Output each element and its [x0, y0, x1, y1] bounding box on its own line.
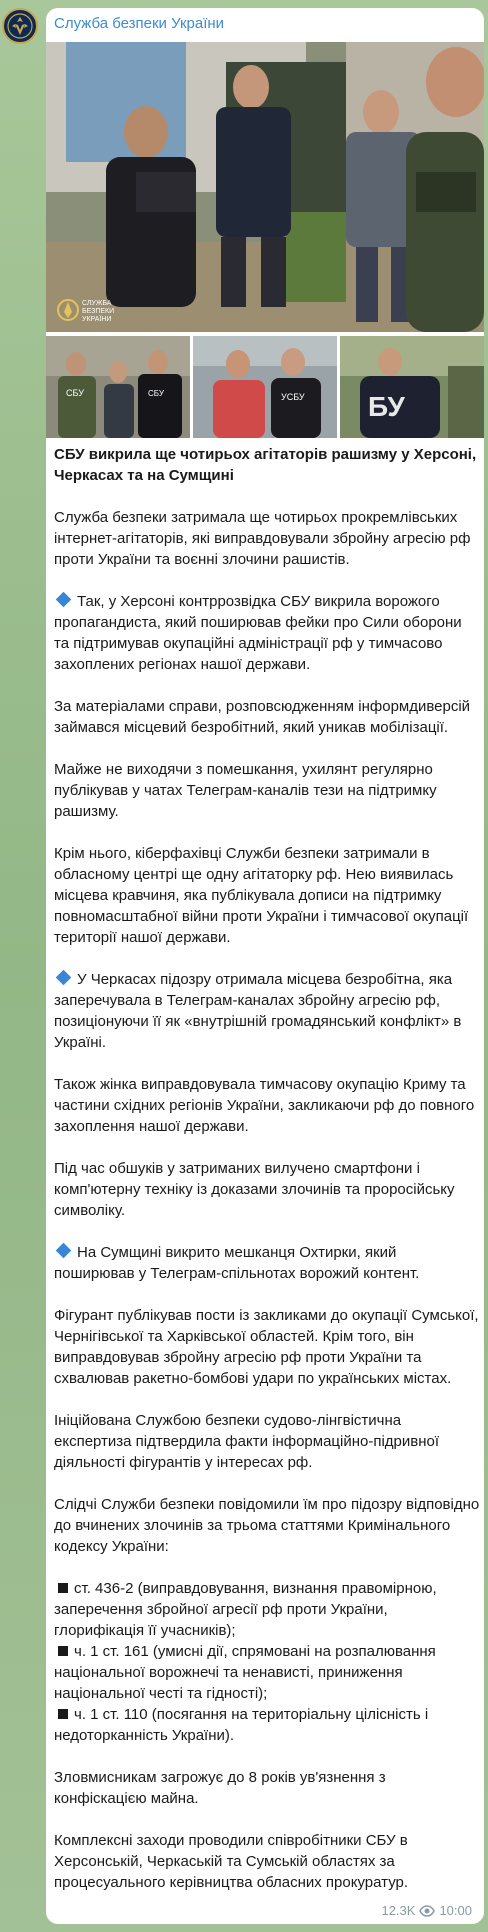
- message-bubble: [46, 8, 484, 1924]
- black-square-icon: [58, 1709, 68, 1719]
- svg-text:СБУ: СБУ: [148, 389, 164, 398]
- paragraph: Комплексні заходи проводили співробітники СБУ в Херсонській, Черкаській та Сумській областях за процесуального керівництва обласних прокуратур.: [54, 1832, 409, 1891]
- blue-diamond-icon: [56, 1243, 72, 1259]
- paragraph: Служба безпеки затримала ще чотирьох прокремлівських інтернет-агітаторів, які виправдовували збройну агресію рф проти України та воєнні злочини рашистів.: [54, 509, 471, 568]
- blue-diamond-icon: [56, 592, 72, 608]
- message-meta: [381, 1903, 472, 1918]
- watermark-line1: СЛУЖБА: [82, 300, 112, 307]
- blue-diamond-icon: [56, 970, 72, 986]
- paragraph: На Сумщині викрито мешканця Охтирки, який поширював у Телеграм-спільнотах ворожий контент.: [54, 1244, 420, 1282]
- eye-icon: [419, 1905, 435, 1917]
- thumb2-shirt-text: УСБУ: [281, 392, 305, 402]
- paragraph: Крім нього, кіберфахівці Служби безпеки затримали в обласному центрі ще одну агітаторку рф. Нею виявилась місцева кравчиня, яка публікувала дописи на підтримку повномасштабної війни проти України і тимчасової окупації території нашої держави.: [54, 845, 469, 946]
- list-item: ч. 1 ст. 110 (посягання на територіальну цілісність і недоторканність України).: [54, 1706, 429, 1744]
- views-count: 12.3K: [381, 1903, 416, 1918]
- sbu-emblem-icon: [6, 12, 34, 40]
- thumb-photo-2[interactable]: [193, 336, 337, 438]
- article-list: [54, 1578, 480, 1746]
- black-square-icon: [58, 1583, 68, 1593]
- paragraph: Також жінка виправдовувала тимчасову окупацію Криму та частини східних регіонів України, закликаючи рф до повного захоплення нашої держави.: [54, 1076, 475, 1135]
- post-text: [54, 444, 480, 1914]
- thumb-3-scene: [340, 336, 484, 438]
- watermark-line3: УКРАЇНИ: [82, 316, 112, 323]
- thumb-photo-3[interactable]: [340, 336, 484, 438]
- thumb-2-scene: [193, 336, 337, 438]
- watermark-line2: БЕЗПЕКИ: [82, 308, 115, 315]
- paragraph: Ініційована Службою безпеки судово-лінгвістична експертиза підтвердила факти інформаційно-підривної діяльності фігурантів у інтересах рф.: [54, 1412, 440, 1471]
- channel-name[interactable]: Служба безпеки України: [54, 15, 225, 32]
- thumb3-badge-text: БУ: [368, 391, 405, 422]
- paragraph: Фігурант публікував пости із закликами до окупації Сумської, Чернігівської та Харківської областей. Крім того, він виправдовував збройну агресію рф проти України та схвалював ракетно-бомбові удари по українських містах.: [54, 1307, 479, 1387]
- list-item: ст. 436-2 (виправдовування, визнання правомірною, заперечення збройної агресії рф проти України, глорифікація її учасників);: [54, 1580, 437, 1639]
- paragraph: Зловмисникам загрожує до 8 років ув'язнення з конфіскацією майна.: [54, 1769, 386, 1807]
- paragraph: За матеріалами справи, розповсюдженням інформдиверсій займався місцевий безробітний, який уникав мобілізації.: [54, 698, 471, 736]
- thumb-photo-1[interactable]: [46, 336, 190, 438]
- main-photo-scene: [46, 42, 484, 332]
- thumb-1-scene: [46, 336, 190, 438]
- paragraph: Так, у Херсоні контррозвідка СБУ викрила ворожого пропагандиста, який поширював фейки про Сили оборони та підтримував окупаційні адміністрації рф у тимчасово захоплених регіонах нашої держави.: [54, 593, 462, 673]
- channel-avatar[interactable]: [2, 8, 38, 44]
- thumb1-badge-text: СБУ: [66, 388, 84, 398]
- photo-album: [46, 42, 484, 438]
- paragraph: Слідчі Служби безпеки повідомили їм про підозру відповідно до вчинених злочинів за трьома статтями Кримінального кодексу України:: [54, 1496, 480, 1555]
- paragraph: Під час обшуків у затриманих вилучено смартфони і комп'ютерну техніку із доказами злочинів та проросійську символіку.: [54, 1160, 455, 1219]
- black-square-icon: [58, 1646, 68, 1656]
- post-title: СБУ викрила ще чотирьох агітаторів рашизму у Херсоні, Черкасах та на Сумщині: [54, 446, 477, 484]
- message-time: 10:00: [439, 1903, 472, 1918]
- list-item: ч. 1 ст. 161 (умисні дії, спрямовані на розпалювання національної ворожнечі та ненависті, приниження національної честі та гідності);: [54, 1643, 436, 1702]
- paragraph: Майже не виходячи з помешкання, ухилянт регулярно публікував у чатах Телеграм-каналів тези на підтримку рашизму.: [54, 761, 437, 820]
- paragraph: У Черкасах підозру отримала місцева безробітна, яка заперечувала в Телеграм-каналах збройну агресію рф, позиціонуючи її як «внутрішній громадянський конфлікт» в Україні.: [54, 971, 462, 1051]
- main-photo[interactable]: [46, 42, 484, 332]
